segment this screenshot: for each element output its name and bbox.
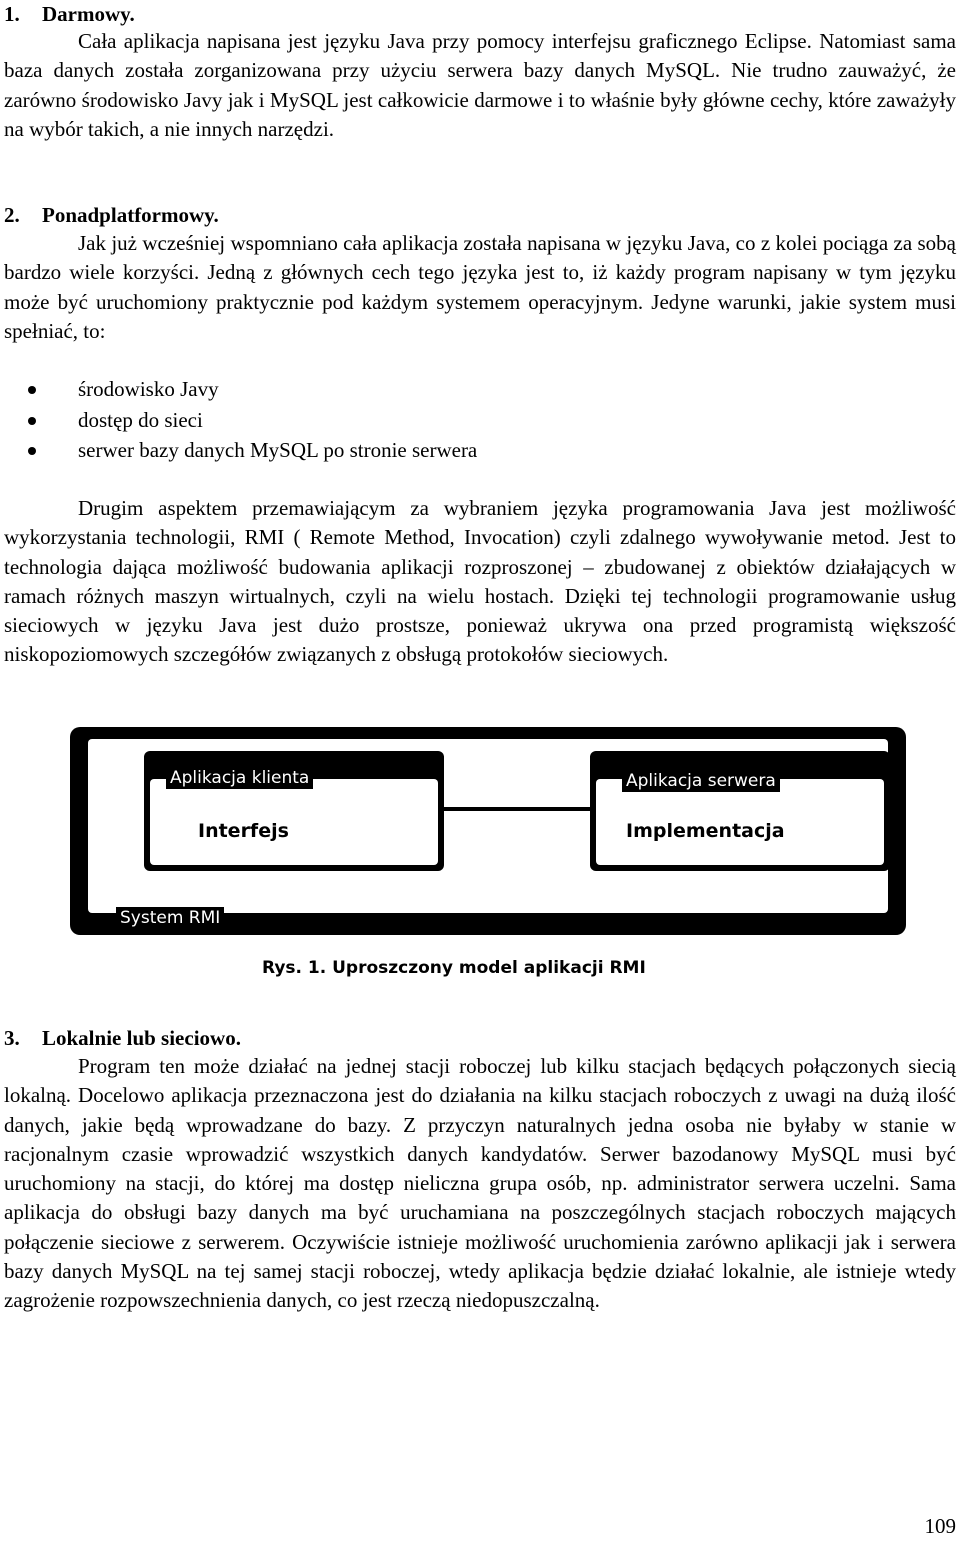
bullet-icon xyxy=(28,447,36,455)
section-1-heading xyxy=(4,0,135,29)
client-component-label: Interfejs xyxy=(198,820,289,842)
section-1-title: Darmowy. xyxy=(42,2,135,26)
section-3-number: 3. xyxy=(4,1026,20,1050)
server-app-box xyxy=(590,751,890,871)
section-2-heading xyxy=(4,201,219,230)
section-1-number: 1. xyxy=(4,2,20,26)
requirements-list xyxy=(4,375,477,467)
section-3-paragraph: Program ten może działać na jednej stacji roboczej lub kilku stacjach będących połączonych siecią lokalną. Docelowo aplikacja przeznaczona jest do działania na kilku stacjach roboczych z uwagi na dużą ilość danych, jakie będą wprowadzane do bazy. Z przyczyn naturalnych jedna osoba nie byłaby w stanie w racjonalnym czasie wprowadzić wszystkich danych kandydatów. Serwer bazodanowy MySQL musi być uruchomiony na stacji, do której ma dostęp nieliczna grupa osób, np. administrator serwera uczelni. Sama aplikacja do obsługi bazy danych ma być uruchamiana na poszczególnych stacjach roboczych mających połączenie sieciowe z serwerem. Oczywiście istnieje możliwość uruchomienia zarówno aplikacji jak i serwera bazy danych MySQL na tej samej stacji roboczej, wtedy aplikacja będzie działać lokalnie, ale istnieje wtedy zagrożenie rozpowszechnienia danych, co jest rzeczą niedopuszczalną. xyxy=(4,1054,956,1313)
server-component-label: Implementacja xyxy=(626,820,785,842)
bullet-icon xyxy=(28,417,36,425)
list-item: środowisko Javy xyxy=(4,375,477,406)
rmi-diagram xyxy=(70,727,910,987)
server-app-label: Aplikacja serwera xyxy=(622,770,780,792)
list-item: serwer bazy danych MySQL po stronie serwera xyxy=(4,436,477,467)
section-3-title: Lokalnie lub sieciowo. xyxy=(42,1026,241,1050)
rmi-system-label: System RMI xyxy=(116,907,224,929)
connector-line xyxy=(444,807,590,811)
page-number: 109 xyxy=(924,1514,956,1538)
bullet-icon xyxy=(28,386,36,394)
section-2-paragraph-2: Drugim aspektem przemawiającym za wybraniem języka programowania Java jest możliwość wykorzystania technologii, RMI ( Remote Method, Invocation) czyli zdalnego wywoływanie metod. Jest to technologia dająca możliwość budowania aplikacji rozproszonej – zbudowanej z obiektów działających w ramach różnych maszyn wirtualnych, czyli na wielu hostach. Dzięki tej technologii programowanie usług sieciowych w języku Java jest dużo prostsze, ponieważ ukrywa ona przed programistą większość niskopoziomowych szczegółów związanych z obsługą protokołów sieciowych. xyxy=(4,496,956,667)
section-2-title: Ponadplatformowy. xyxy=(42,203,219,227)
section-1-paragraph: Cała aplikacja napisana jest języku Java przy pomocy interfejsu graficznego Eclipse. Natomiast sama baza danych została zorganizowana przy użyciu serwera bazy danych MySQL. Nie trudno zauważyć, że zarówno środowisko Javy jak i MySQL jest całkowicie darmowe i to właśnie były główne cechy, które zaważyły na wybór takich, a nie innych narzędzi. xyxy=(4,29,956,141)
figure-caption: Rys. 1. Uproszczony model aplikacji RMI xyxy=(262,958,646,978)
list-item: dostęp do sieci xyxy=(4,406,477,437)
section-2-number: 2. xyxy=(4,203,20,227)
section-2-paragraph: Jak już wcześniej wspomniano cała aplikacja została napisana w języku Java, co z kolei pociąga za sobą bardzo wiele korzyści. Jedną z głównych cech tego języka jest to, iż każdy program napisany w tym języku może być uruchomiony praktycznie pod każdym systemem operacyjnym. Jedyne warunki, jakie system musi spełniać, to: xyxy=(4,231,956,343)
client-app-label: Aplikacja klienta xyxy=(166,767,313,789)
section-3-heading xyxy=(4,1024,241,1053)
